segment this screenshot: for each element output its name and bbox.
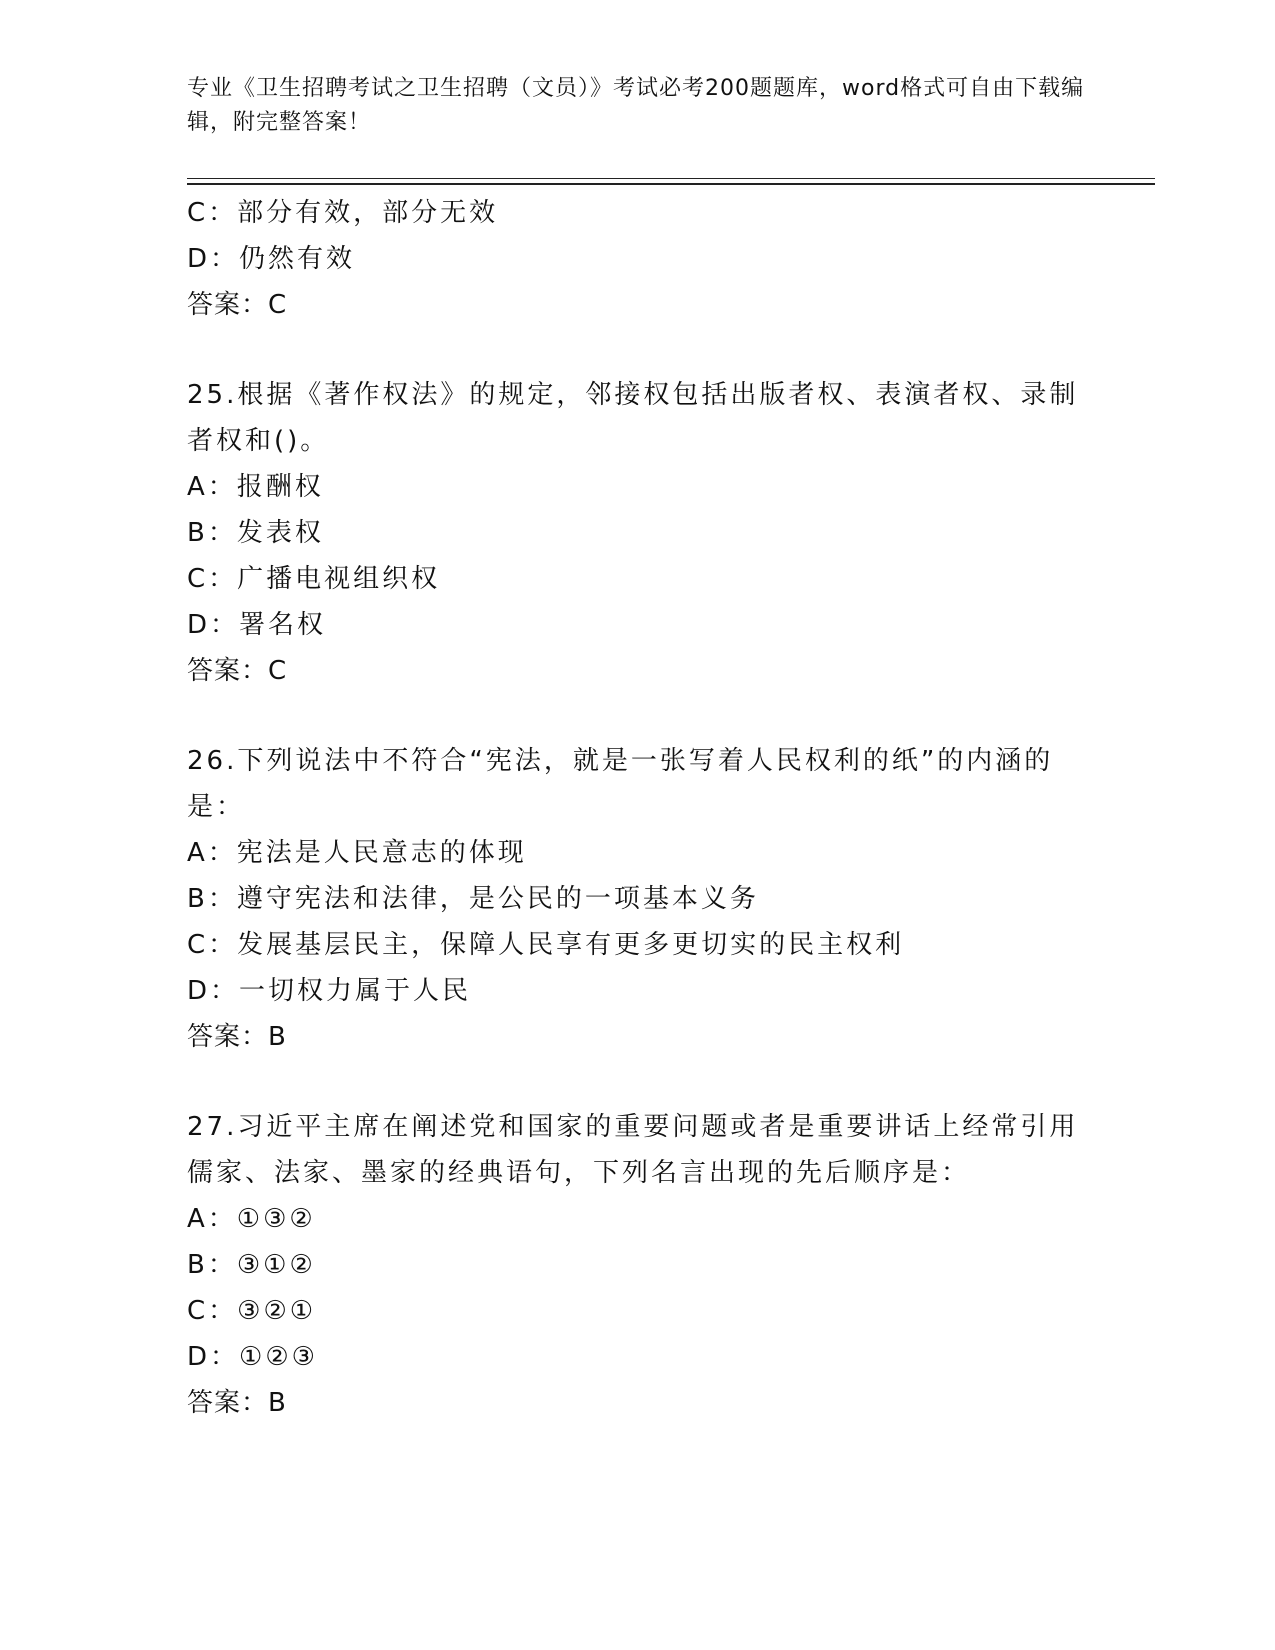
option-b: B：遵守宪法和法律，是公民的一项基本义务 — [187, 884, 759, 914]
option-a: A：宪法是人民意志的体现 — [187, 838, 527, 868]
answer: 答案：C — [187, 290, 288, 320]
option-d: D：一切权力属于人民 — [187, 976, 472, 1006]
document-header: 专业《卫生招聘考试之卫生招聘（文员）》考试必考200题题库，word格式可自由下载编辑，附完整答案！ — [187, 76, 1085, 135]
option-a: A：报酬权 — [187, 472, 324, 502]
option-a: A：①③② — [187, 1204, 316, 1234]
option-d: D：署名权 — [187, 610, 327, 640]
option-b: B：发表权 — [187, 518, 324, 548]
question-stem-27: 27.习近平主席在阐述党和国家的重要问题或者是重要讲话上经常引用儒家、法家、墨家的经典语句，下列名言出现的先后顺序是： — [187, 1112, 1079, 1188]
option-c: C：发展基层民主，保障人民享有更多更切实的民主权利 — [187, 930, 905, 960]
option-b: B：③①② — [187, 1250, 316, 1280]
option-c: C：广播电视组织权 — [187, 564, 441, 594]
option-c: C：部分有效，部分无效 — [187, 198, 499, 228]
option-d: D：①②③ — [187, 1342, 318, 1372]
option-d: D：仍然有效 — [187, 244, 356, 274]
answer: 答案：B — [187, 1022, 287, 1052]
option-c: C：③②① — [187, 1296, 317, 1326]
header-divider-thick — [187, 183, 1155, 185]
question-stem-25: 25.根据《著作权法》的规定，邻接权包括出版者权、表演者权、录制者权和()。 — [187, 380, 1079, 456]
answer: 答案：B — [187, 1388, 287, 1418]
question-stem-26: 26.下列说法中不符合“宪法，就是一张写着人民权利的纸”的内涵的是： — [187, 746, 1054, 822]
question-list — [187, 190, 1087, 1426]
answer: 答案：C — [187, 656, 288, 686]
header-divider-thin — [187, 178, 1155, 179]
